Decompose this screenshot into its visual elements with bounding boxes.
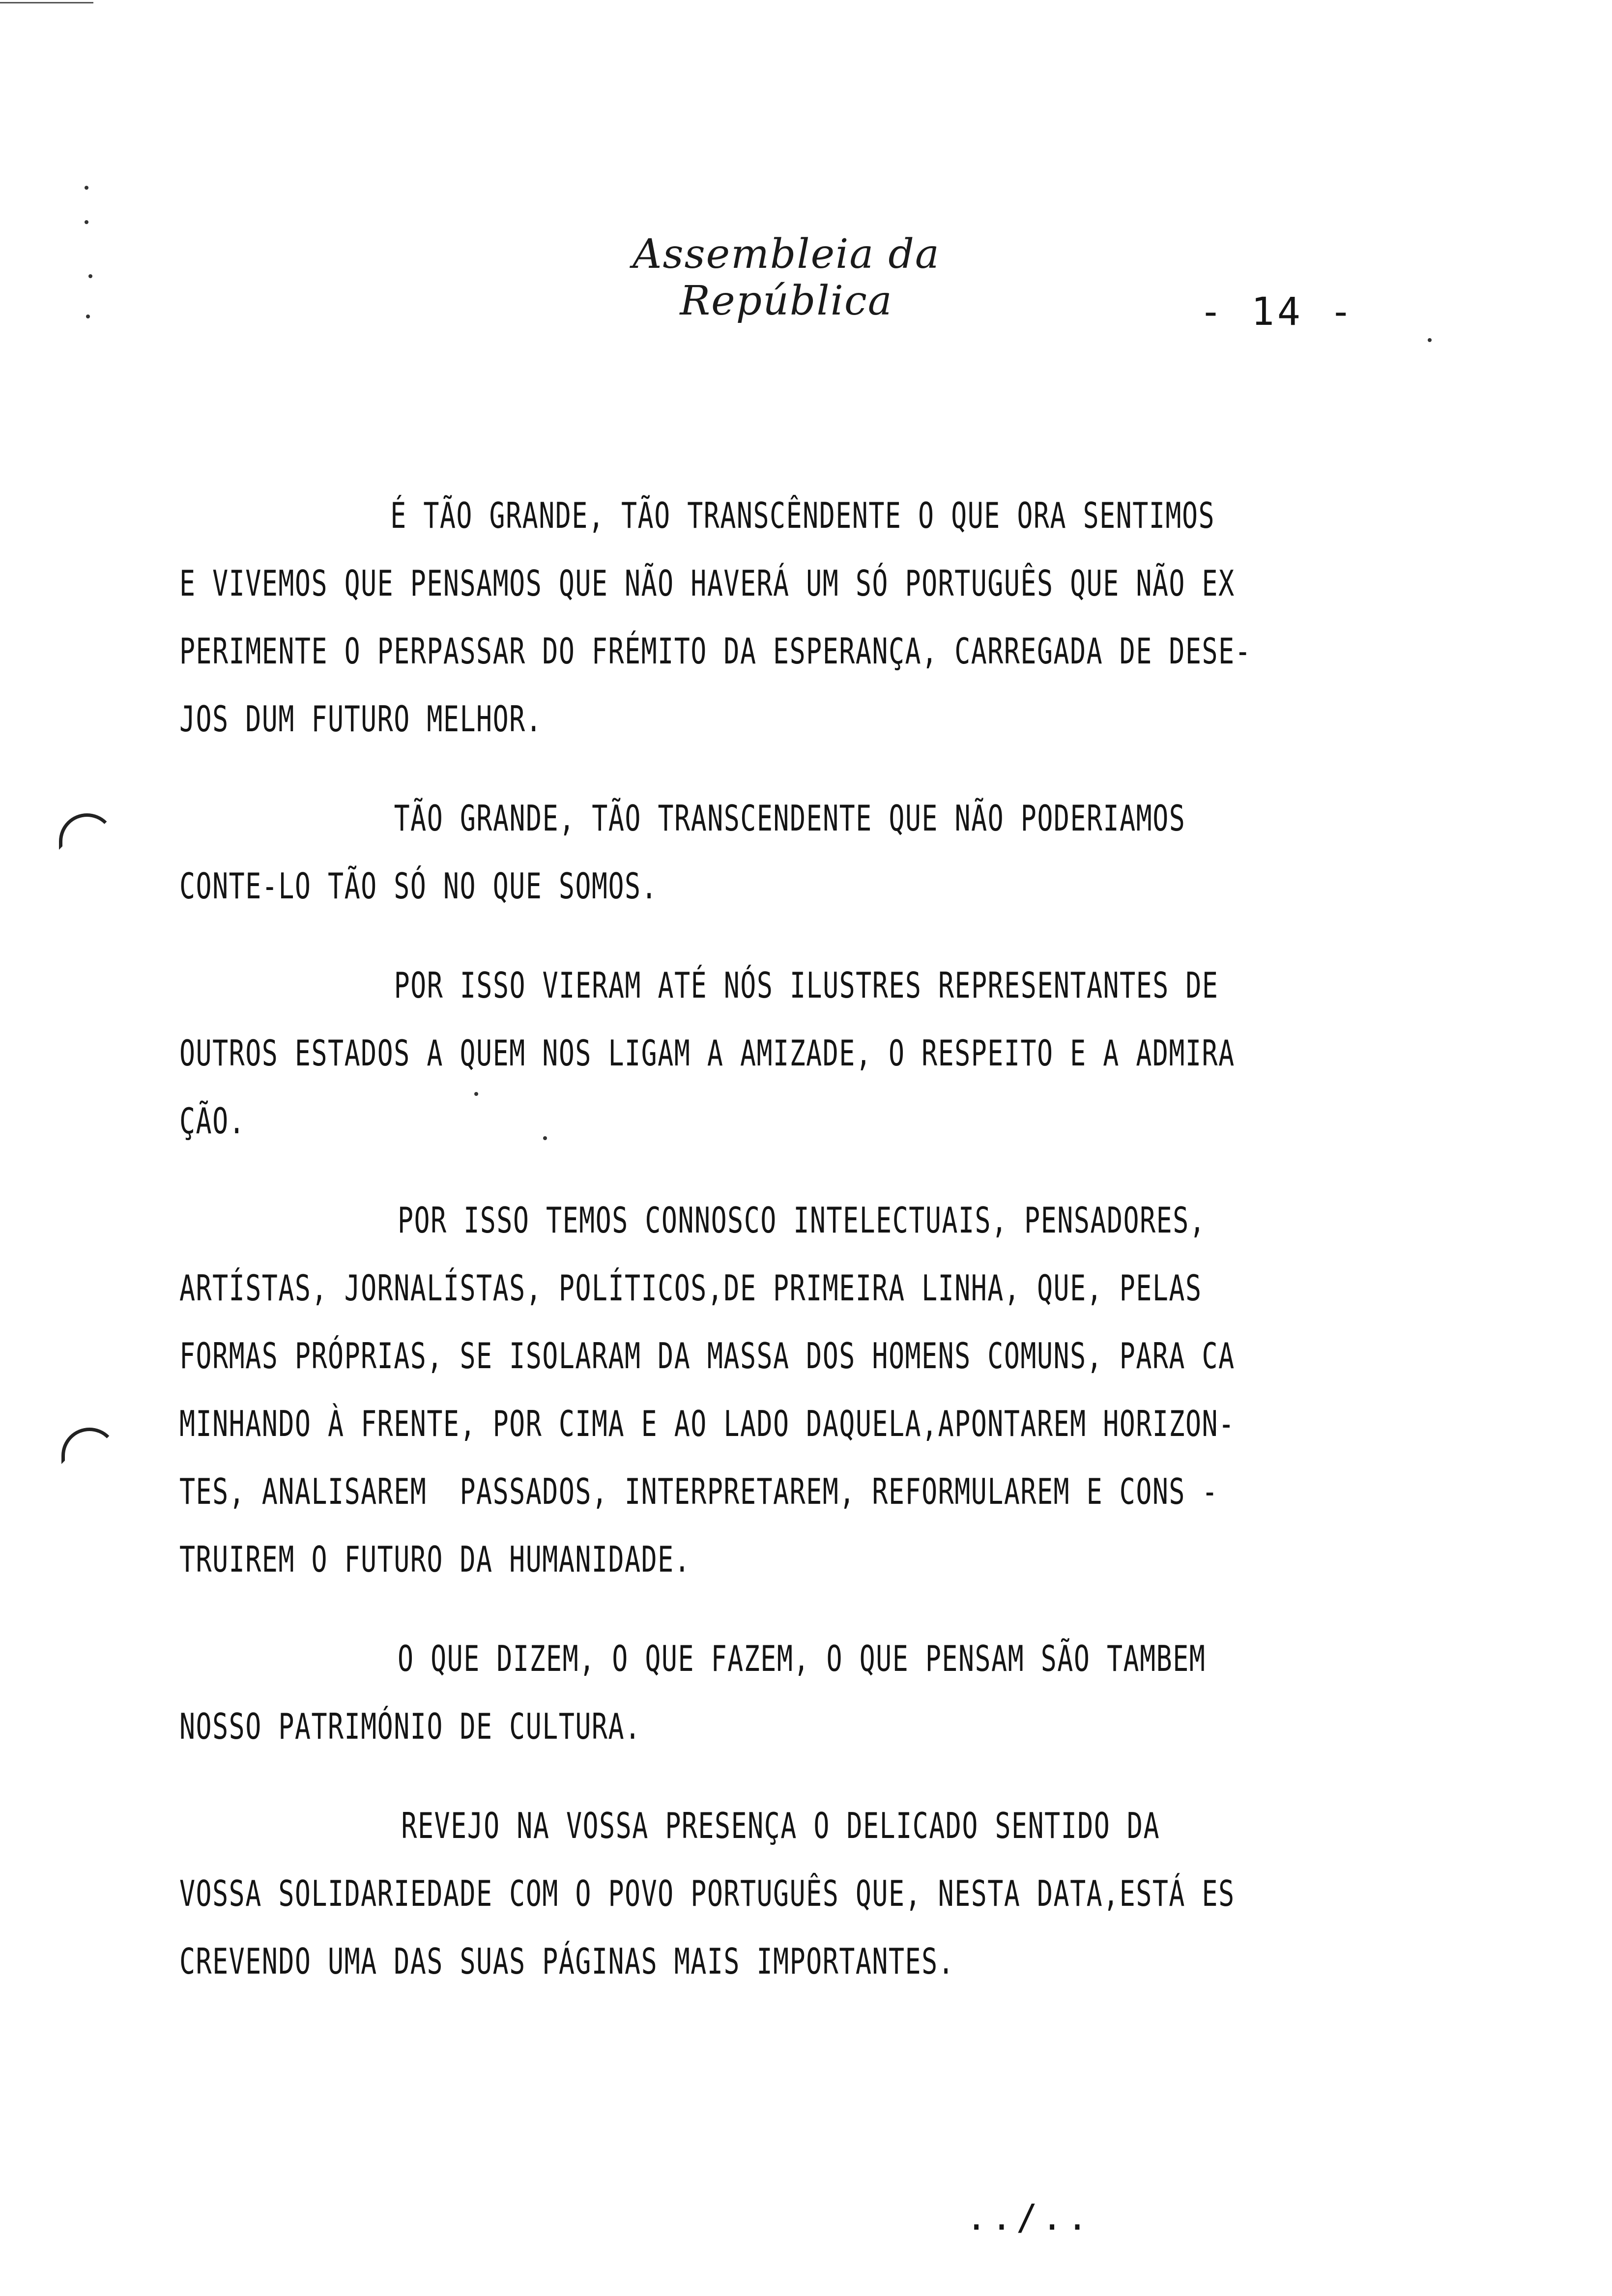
scan-edge-rule [0,2,93,3]
punch-hole-mark-top [59,813,115,850]
text-line: VOSSA SOLIDARIEDADE COM O POVO PORTUGUÊS QUE, NESTA DATA,ESTÁ ES [179,1873,1235,1914]
text-line: ARTÍSTAS, JORNALÍSTAS, POLÍTICOS,DE PRIMEIRA LINHA, QUE, PELAS [179,1267,1202,1309]
scan-speck [85,186,88,190]
text-line: POR ISSO VIERAM ATÉ NÓS ILUSTRES REPRESENTANTES DE [394,965,1219,1006]
paragraph [179,951,1497,1155]
continuation-mark: ../.. [966,2197,1092,2238]
text-line: ÇÃO. [179,1100,246,1142]
text-line: O QUE DIZEM, O QUE FAZEM, O QUE PENSAM SÃO TAMBEM [398,1638,1206,1679]
text-line: TRUIREM O FUTURO DA HUMANIDADE. [179,1539,691,1580]
text-line: POR ISSO TEMOS CONNOSCO INTELECTUAIS, PENSADORES, [398,1200,1206,1241]
paragraph [179,784,1497,920]
text-line: OUTROS ESTADOS A QUEM NOS LIGAM A AMIZADE, O RESPEITO E A ADMIRA [179,1033,1235,1074]
text-line: TES, ANALISAREM PASSADOS, INTERPRETAREM, REFORMULAREM E CONS - [179,1471,1219,1512]
scan-speck [1428,338,1432,342]
text-line: TÃO GRANDE, TÃO TRANSCENDENTE QUE NÃO PODERIAMOS [394,798,1186,839]
text-line: NOSSO PATRIMÓNIO DE CULTURA. [179,1706,641,1747]
letterhead: Assembleia da República [633,231,940,324]
punch-hole-mark-bottom [61,1428,117,1464]
paragraph [179,1186,1497,1593]
scan-speck [86,315,90,318]
text-line: É TÃO GRANDE, TÃO TRANSCÊNDENTE O QUE ORA SENTIMOS [390,495,1215,536]
text-line: CREVENDO UMA DAS SUAS PÁGINAS MAIS IMPORTANTES. [179,1941,955,1982]
text-line: FORMAS PRÓPRIAS, SE ISOLARAM DA MASSA DOS HOMENS COMUNS, PARA CA [179,1335,1235,1377]
scan-speck [85,220,88,224]
text-line: PERIMENTE O PERPASSAR DO FRÉMITO DA ESPERANÇA, CARREGADA DE DESE- [179,631,1252,672]
paragraph [179,1625,1497,1760]
page-number: - 14 - [1199,290,1355,334]
paragraph [179,1792,1497,1995]
paragraph [179,482,1497,753]
scan-speck [88,274,92,278]
body-text [179,482,1497,2027]
text-line: REVEJO NA VOSSA PRESENÇA O DELICADO SENTIDO DA [401,1805,1160,1846]
text-line: CONTE-LO TÃO SÓ NO QUE SOMOS. [179,865,658,907]
text-line: MINHANDO À FRENTE, POR CIMA E AO LADO DAQUELA,APONTAREM HORIZON- [179,1403,1235,1444]
text-line: JOS DUM FUTURO MELHOR. [179,698,543,740]
text-line: E VIVEMOS QUE PENSAMOS QUE NÃO HAVERÁ UM SÓ PORTUGUÊS QUE NÃO EX [179,563,1235,604]
